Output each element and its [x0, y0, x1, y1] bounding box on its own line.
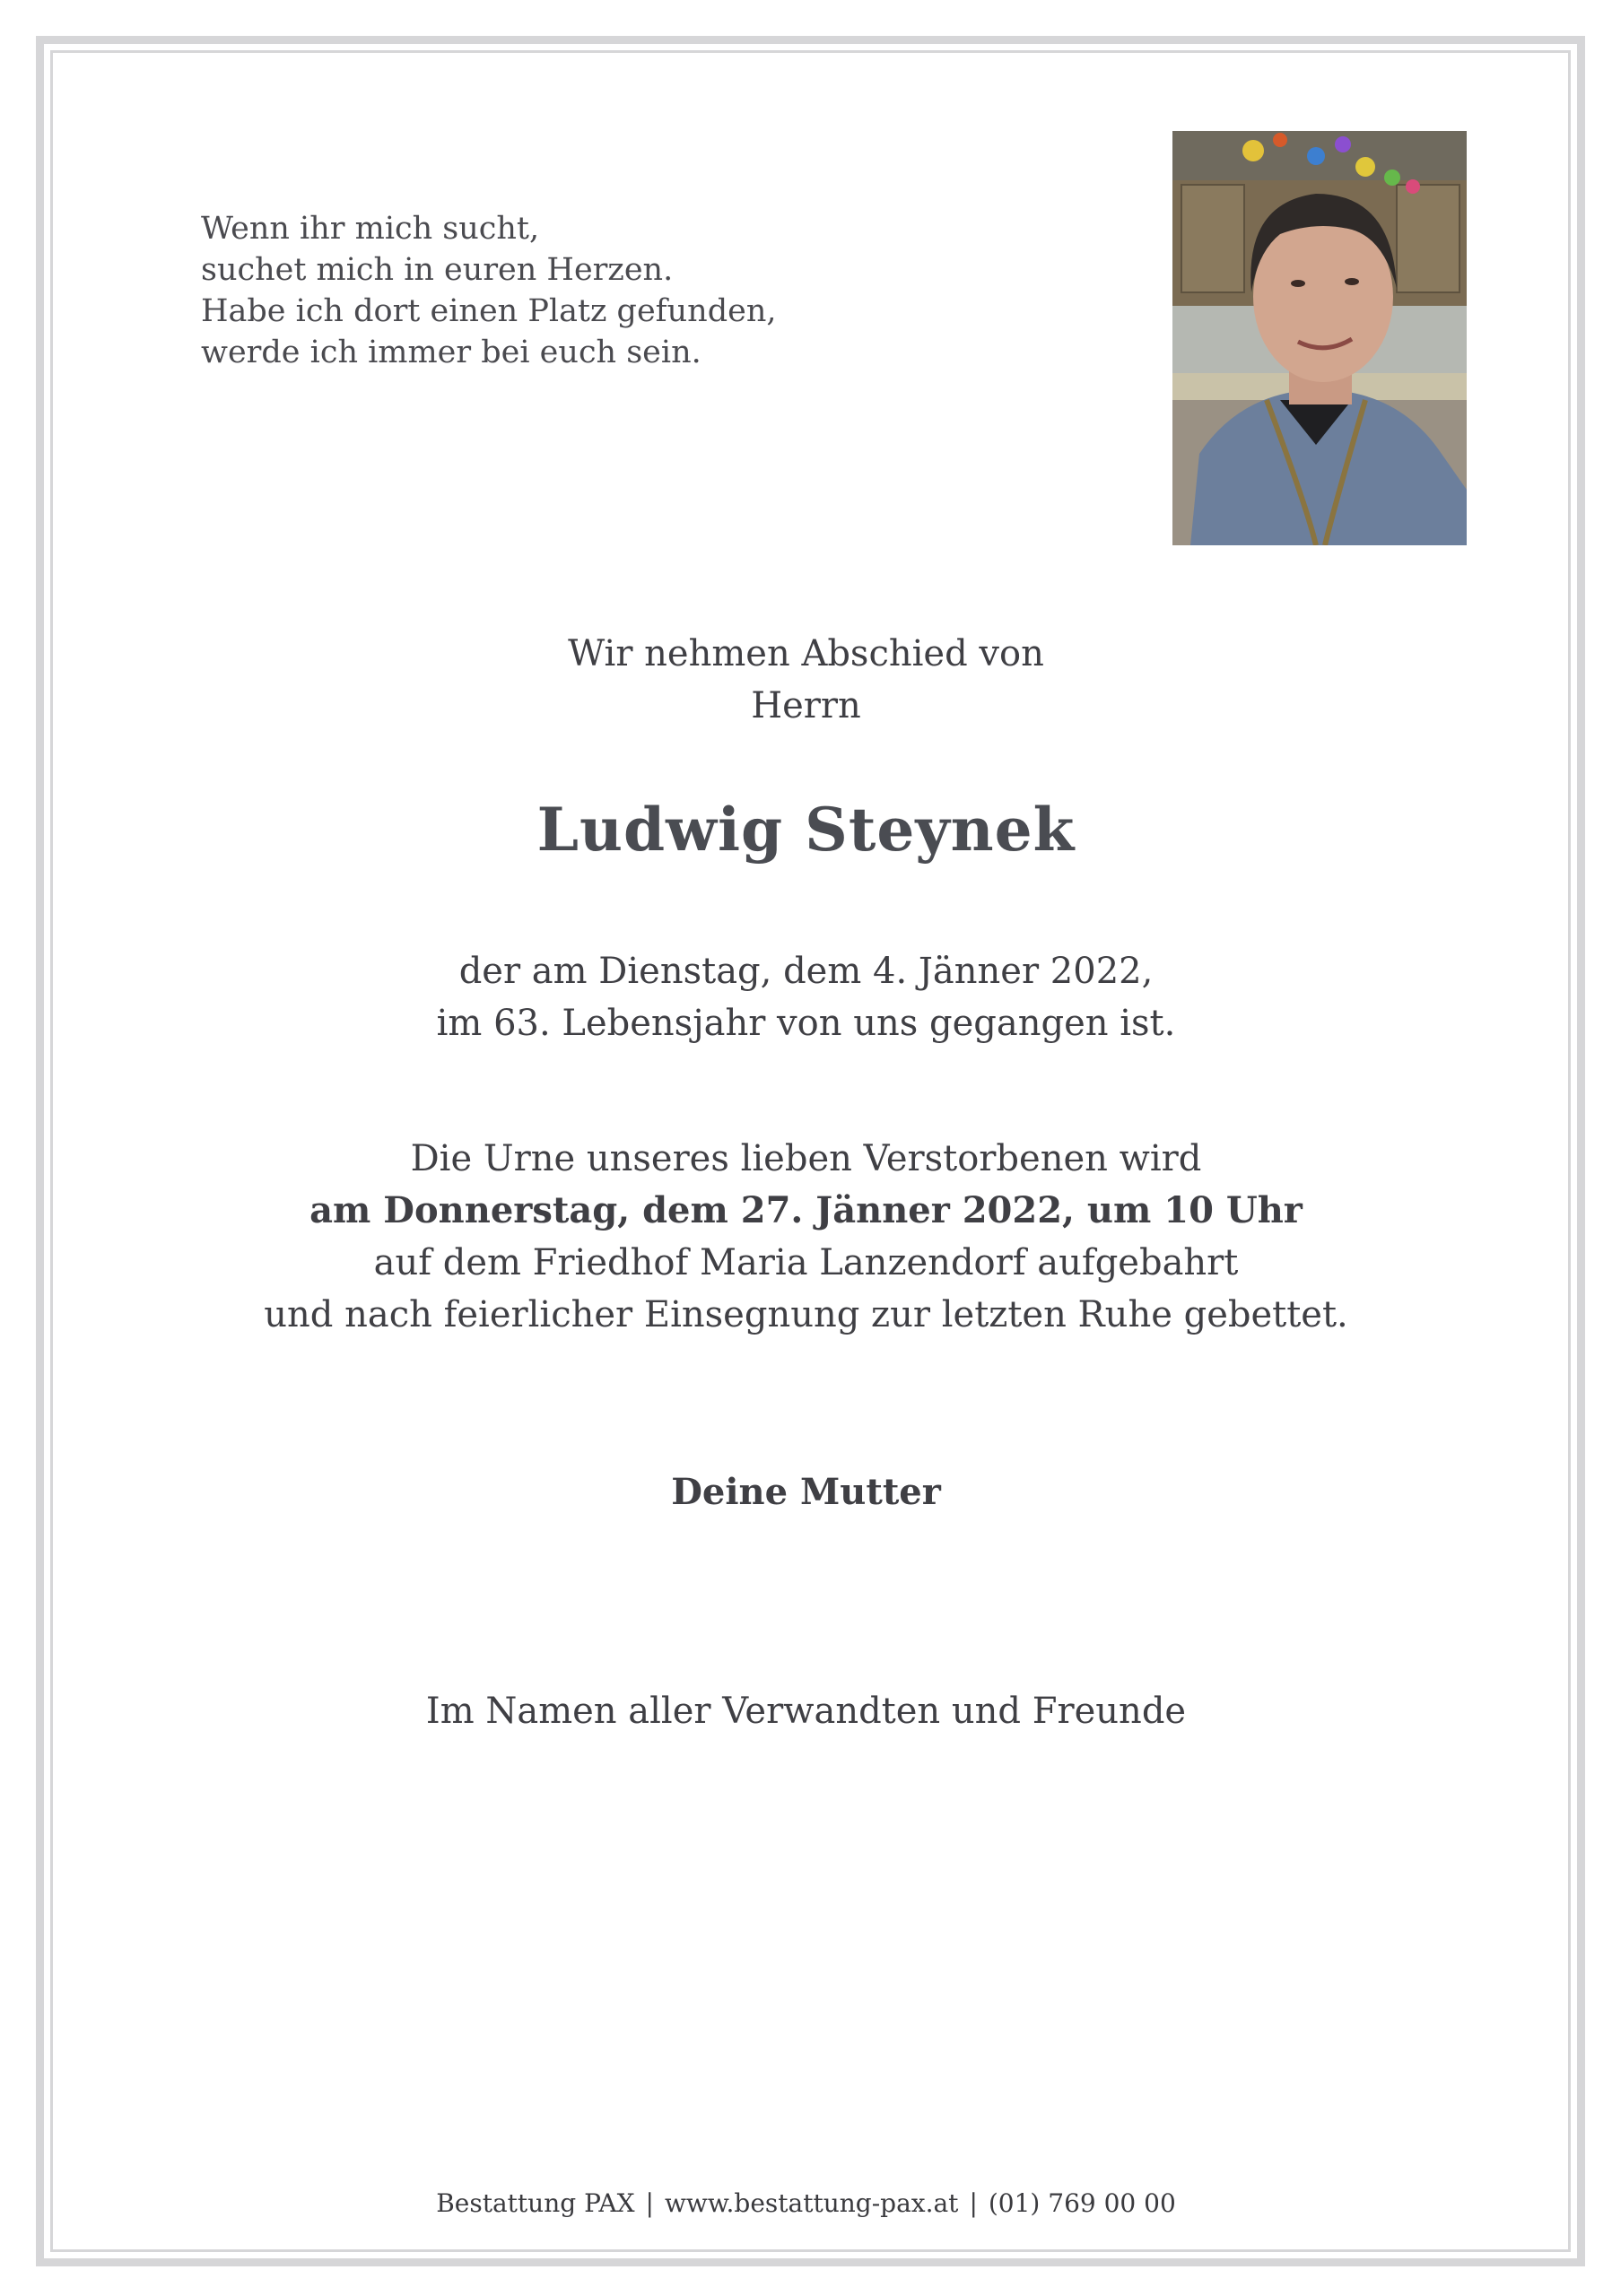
urn-line: und nach feierlicher Einsegnung zur letzten Ruhe gebettet. [264, 1294, 1348, 1335]
signer: Deine Mutter [671, 1471, 941, 1513]
intro-line: Wir nehmen Abschied von [568, 633, 1044, 674]
footer-website[interactable]: www.bestattung-pax.at [664, 2188, 959, 2218]
urn-date-line: am Donnerstag, dem 27. Jänner 2022, um 10 Uhr [309, 1189, 1303, 1231]
footer [0, 2188, 1612, 2218]
poem-line: Habe ich dort einen Platz gefunden, [201, 293, 777, 329]
death-line: der am Dienstag, dem 4. Jänner 2022, [458, 951, 1154, 992]
poem-line: werde ich immer bei euch sein. [201, 335, 701, 370]
poem-line: suchet mich in euren Herzen. [201, 252, 674, 288]
relatives-line: Im Namen aller Verwandten und Freunde [425, 1691, 1187, 1732]
footer-company: Bestattung PAX [436, 2188, 635, 2218]
farewell-intro [0, 628, 1612, 732]
death-info [0, 945, 1612, 1049]
footer-separator: | [969, 2188, 978, 2218]
urn-info [0, 1133, 1612, 1341]
urn-line: Die Urne unseres lieben Verstorbenen wird [410, 1138, 1202, 1179]
urn-line: auf dem Friedhof Maria Lanzendorf aufgebahrt [373, 1242, 1239, 1283]
intro-line: Herrn [751, 685, 861, 726]
poem [201, 208, 777, 373]
portrait-photo [1172, 131, 1467, 545]
deceased-name: Ludwig Steynek [536, 795, 1076, 865]
poem-line: Wenn ihr mich sucht, [201, 211, 540, 247]
footer-phone: (01) 769 00 00 [988, 2188, 1176, 2218]
footer-separator: | [645, 2188, 654, 2218]
death-line: im 63. Lebensjahr von uns gegangen ist. [436, 1003, 1176, 1044]
